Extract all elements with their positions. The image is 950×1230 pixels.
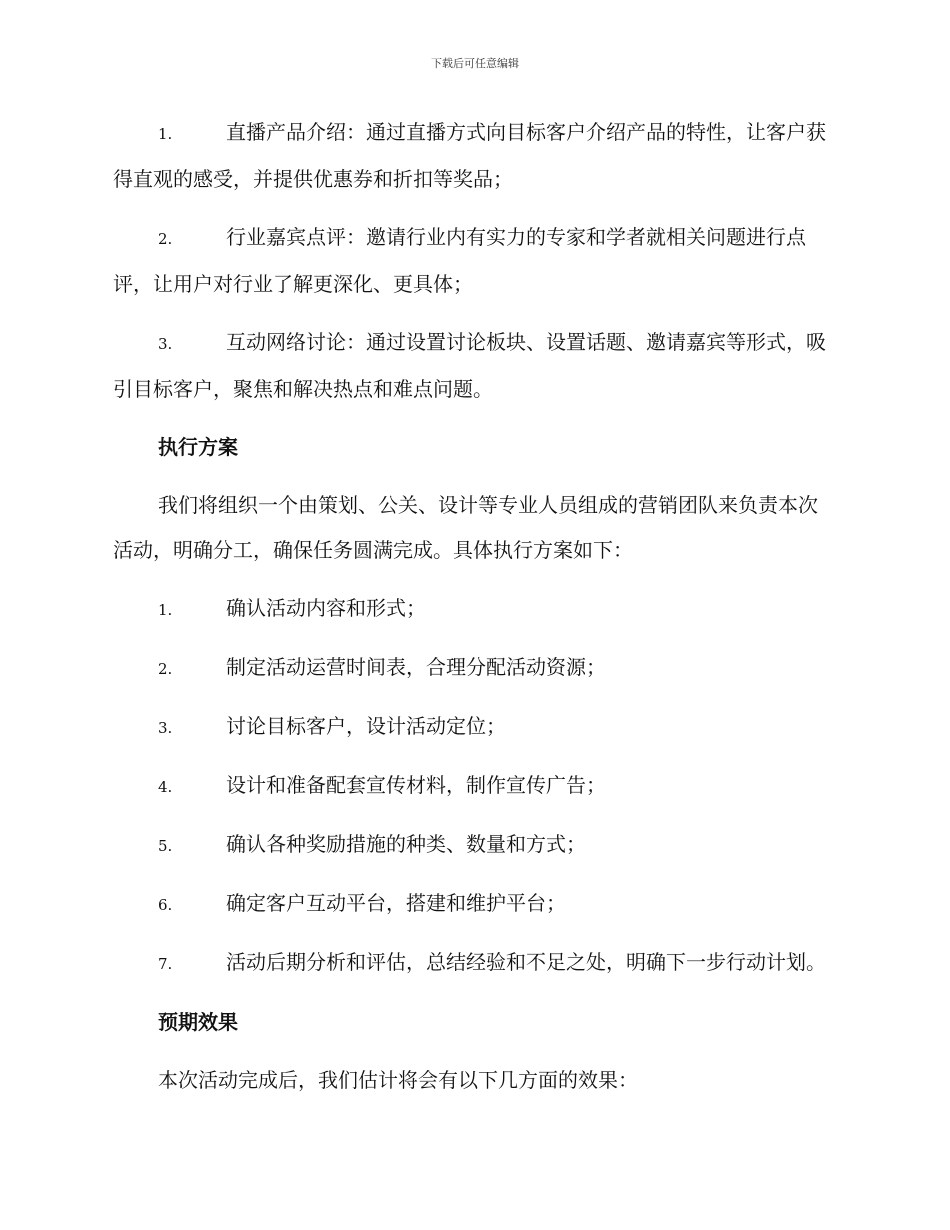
list-item — [113, 763, 835, 810]
document-body — [113, 110, 835, 1116]
list-item-text: 活动后期分析和评估，总结经验和不足之处，明确下一步行动计划。 — [226, 950, 826, 974]
list-item-number: 2. — [158, 230, 173, 248]
header-note: 下载后可任意编辑 — [431, 57, 519, 70]
list-item-number: 1. — [158, 601, 173, 619]
list-item — [113, 704, 835, 751]
list-item — [113, 822, 835, 869]
list-item-text: 直播产品介绍：通过直播方式向目标客户介绍产品的特性，让客户获得直观的感受，并提供优惠券和折扣等奖品； — [113, 120, 826, 191]
list-item-number: 2. — [158, 660, 173, 678]
list-item — [113, 320, 835, 412]
list-item-text: 设计和准备配套宣传材料，制作宣传广告； — [226, 773, 606, 797]
list-item-text: 行业嘉宾点评：邀请行业内有实力的专家和学者就相关问题进行点评，让用户对行业了解更深化、更具体； — [113, 225, 806, 296]
list-item — [113, 881, 835, 928]
list-item-text: 确认活动内容和形式； — [226, 596, 426, 620]
list-item — [113, 110, 835, 202]
list-item — [113, 215, 835, 307]
list-item — [113, 940, 835, 987]
execution-intro-paragraph: 我们将组织一个由策划、公关、设计等专业人员组成的营销团队来负责本次活动，明确分工，确保任务圆满完成。具体执行方案如下： — [113, 493, 818, 562]
list-item-number: 6. — [158, 896, 173, 914]
list-item-number: 5. — [158, 837, 173, 855]
list-item-text: 制定活动运营时间表，合理分配活动资源； — [226, 655, 606, 679]
list-item-text: 确认各种奖励措施的种类、数量和方式； — [226, 832, 586, 856]
list-item-number: 4. — [158, 778, 173, 796]
list-item-text: 讨论目标客户，设计活动定位； — [226, 714, 506, 738]
list-item — [113, 645, 835, 692]
section-heading-execution: 执行方案 — [158, 435, 238, 459]
list-item-number: 1. — [158, 125, 173, 143]
list-item-number: 3. — [158, 335, 173, 353]
list-item-number: 3. — [158, 719, 173, 737]
list-item — [113, 586, 835, 633]
section-heading-effect: 预期效果 — [158, 1010, 238, 1034]
list-item-text: 互动网络讨论：通过设置讨论板块、设置话题、邀请嘉宾等形式，吸引目标客户，聚焦和解决热点和难点问题。 — [113, 330, 826, 401]
list-item-number: 7. — [158, 955, 173, 973]
effect-intro-paragraph: 本次活动完成后，我们估计将会有以下几方面的效果： — [158, 1068, 638, 1092]
list-item-text: 确定客户互动平台，搭建和维护平台； — [226, 891, 566, 915]
